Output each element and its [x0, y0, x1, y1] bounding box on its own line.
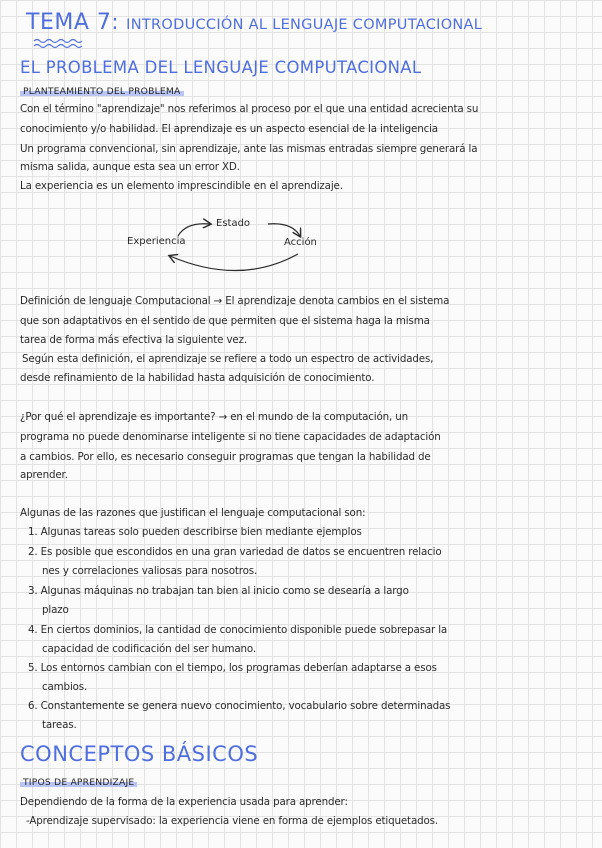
list-item: 6. Constantemente se genera nuevo conocimiento, vocabulario sobre determinadas	[28, 700, 451, 712]
list-intro: Algunas de las razones que justifican el lenguaje computacional son:	[20, 507, 366, 519]
text-line: desde refinamiento de la habilidad hasta adquisición de conocimiento.	[20, 372, 375, 384]
text-line: que son adaptativos en el sentido de que permiten que el sistema haga la misma	[20, 315, 430, 327]
list-item: 3. Algunas máquinas no trabajan tan bien al inicio como se desearía a largo	[28, 585, 409, 597]
list-item: 2. Es posible que escondidos en una gran variedad de datos se encuentren relacio	[28, 546, 442, 558]
list-item: 1. Algunas tareas solo pueden describirse bien mediante ejemplos	[28, 526, 362, 538]
text-line: La experiencia es un elemento imprescindible en el aprendizaje.	[20, 180, 343, 192]
list-item: 5. Los entornos cambian con el tiempo, los programas deberían adaptarse a esos	[28, 662, 437, 674]
diagram-label-experiencia: Experiencia	[127, 236, 186, 247]
text-line: ¿Por qué el aprendizaje es importante? → en el mundo de la computación, un	[20, 411, 408, 423]
list-item-continuation: plazo	[42, 604, 69, 616]
text-line: a cambios. Por ello, es necesario conseguir programas que tengan la habilidad de	[20, 451, 431, 463]
text-line: tarea de forma más efectiva la siguiente vez.	[20, 334, 247, 346]
section-subheading-tipos: TIPOS DE APRENDIZAJE	[20, 777, 137, 788]
diagram-label-estado: Estado	[216, 218, 251, 229]
list-item: 4. En ciertos dominios, la cantidad de conocimiento disponible puede sobrepasar la	[28, 624, 448, 636]
text-line: Según esta definición, el aprendizaje se refiere a todo un espectro de actividades,	[22, 353, 434, 365]
text-line: Definición de lenguaje Computacional → El aprendizaje denota cambios en el sistema	[20, 295, 450, 307]
text-line: Un programa convencional, sin aprendizaje, ante las mismas entradas siempre generará la	[20, 143, 478, 155]
diagram-label-accion: Acción	[284, 237, 317, 248]
title-tema: TEMA 7	[26, 10, 112, 35]
list-item-continuation: nes y correlaciones valiosas para nosotros.	[42, 565, 258, 577]
text-line: Dependiendo de la forma de la experiencia usada para aprender:	[20, 796, 348, 808]
list-item-continuation: cambios.	[42, 681, 88, 693]
list-item-continuation: capacidad de codificación del ser humano.	[42, 643, 256, 655]
section-heading-conceptos: CONCEPTOS BÁSICOS	[20, 742, 259, 766]
list-item-continuation: tareas.	[42, 719, 77, 731]
diagram-cycle-arrows	[0, 0, 602, 300]
section-subheading: PLANTEAMIENTO DEL PROBLEMA	[20, 86, 184, 97]
title-text: INTRODUCCIÓN AL LENGUAJE COMPUTACIONAL	[126, 17, 483, 33]
title-separator: :	[111, 10, 119, 34]
text-line: aprender.	[20, 469, 68, 481]
text-line: conocimiento y/o habilidad. El aprendizaje es un aspecto esencial de la inteligencia	[20, 123, 438, 135]
text-line: misma salida, aunque esta sea un error XD.	[20, 161, 240, 173]
text-line: Con el término "aprendizaje" nos referimos al proceso por el que una entidad acrecienta su	[20, 103, 479, 115]
text-line: programa no puede denominarse inteligente si no tiene capacidades de adaptación	[20, 431, 441, 443]
text-line: -Aprendizaje supervisado: la experiencia viene en forma de ejemplos etiquetados.	[26, 815, 438, 827]
section-heading: EL PROBLEMA DEL LENGUAJE COMPUTACIONAL	[20, 58, 422, 77]
